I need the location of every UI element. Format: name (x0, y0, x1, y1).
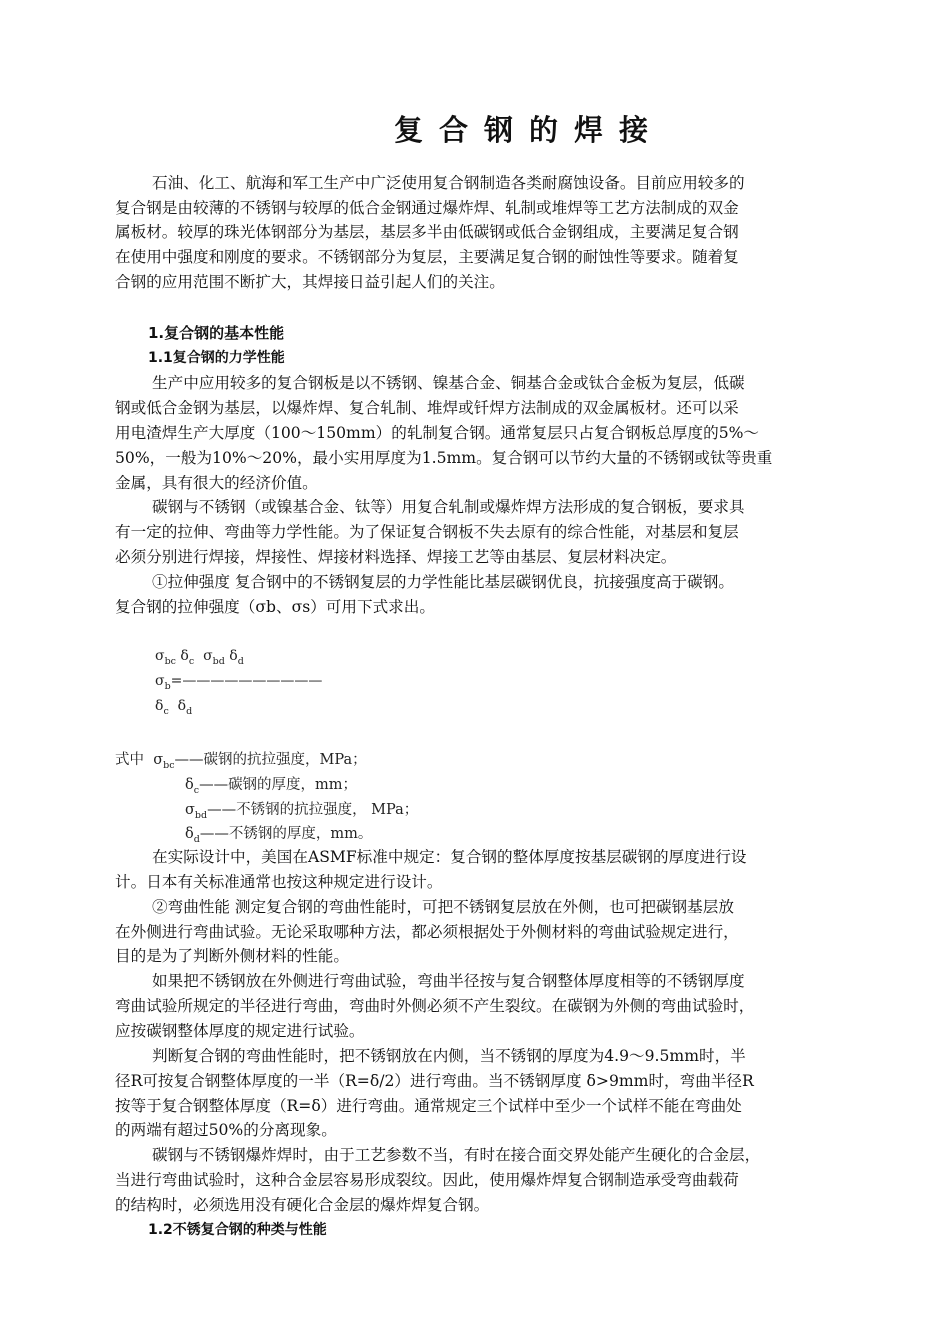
page-title: 复合钢的焊接 (393, 113, 664, 147)
paragraph-line: 在实际设计中，美国在ASMF标准中规定：复合钢的整体厚度按基层碳钢的厚度进行设 (152, 848, 747, 866)
paragraph-line: 的两端有超过50%的分离现象。 (115, 1121, 337, 1139)
paragraph-line: 合钢的应用范围不断扩大，其焊接日益引起人们的关注。 (115, 273, 505, 291)
formula-denominator: $\delta_c$ $\delta_d$ (155, 698, 193, 717)
paragraph-line: 必须分别进行焊接，焊接性、焊接材料选择、焊接工艺等由基层、复层材料决定。 (115, 548, 677, 566)
paragraph-line: 在使用中强度和刚度的要求。不锈钢部分为复层，主要满足复合钢的耐蚀性等要求。随着复 (115, 248, 739, 266)
paragraph-line: 如果把不锈钢放在外侧进行弯曲试验，弯曲半径按与复合钢整体厚度相等的不锈钢厚度 (152, 972, 745, 990)
paragraph-line: 属板材。较厚的珠光体钢部分为基层，基层多半由低碳钢或低合金钢组成，主要满足复合钢 (115, 223, 739, 241)
definition-line: $\delta_d——$不锈钢的厚度，mm。 (185, 826, 373, 845)
paragraph-line: ①拉伸强度 复合钢中的不锈钢复层的力学性能比基层碳钢优良，抗接强度高于碳钢。 (152, 573, 734, 591)
paragraph-line: 碳钢与不锈钢爆炸焊时，由于工艺参数不当，有时在接合面交界处能产生硬化的合金层， (152, 1146, 761, 1164)
paragraph-line: 有一定的拉伸、弯曲等力学性能。为了保证复合钢板不失去原有的综合性能，对基层和复层 (115, 523, 739, 541)
paragraph-line: 判断复合钢的弯曲性能时，把不锈钢放在内侧，当不锈钢的厚度为4.9～9.5mm时，半 (152, 1047, 746, 1065)
subsection-heading: 1.1复合钢的力学性能 (148, 350, 285, 366)
paragraph-line: 金属，具有很大的经济价值。 (115, 474, 318, 492)
paragraph-line: 50%，一般为10%～20%，最小实用厚度为1.5mm。复合钢可以节约大量的不锈钢或钛等贵重 (115, 449, 773, 467)
paragraph-line: 目的是为了判断外侧材料的性能。 (115, 947, 349, 965)
formula-equation-line: $\sigma_b=——————————$ (155, 673, 323, 692)
paragraph-line: 计。日本有关标准通常也按这种规定进行设计。 (115, 873, 443, 891)
paragraph-line: 弯曲试验所规定的半径进行弯曲，弯曲时外侧必须不产生裂纹。在碳钢为外侧的弯曲试验时， (115, 997, 755, 1015)
paragraph-line: 在外侧进行弯曲试验。无论采取哪种方法，都必须根据处于外侧材料的弯曲试验规定进行， (115, 923, 739, 941)
paragraph-line: 的结构时，必须选用没有硬化合金层的爆炸焊复合钢。 (115, 1196, 490, 1214)
formula-numerator: $\sigma_{bc}$ $\delta_c$ $\sigma_{bd}$ $\delta_d$ (155, 648, 244, 667)
definition-line: 式中 $\sigma_{bc}——$碳钢的抗拉强度，MPa； (115, 752, 367, 771)
paragraph-line: 径R可按复合钢整体厚度的一半（R=δ/2）进行弯曲。当不锈钢厚度 δ>9mm时，弯曲半径R (115, 1072, 754, 1090)
subsection-heading: 1.2不锈复合钢的种类与性能 (148, 1222, 327, 1238)
definition-line: $\delta_c——$碳钢的厚度，mm； (185, 777, 358, 796)
definition-line: $\sigma_{bd}——$不锈钢的抗拉强度， MPa； (185, 802, 419, 821)
section-heading: 1.复合钢的基本性能 (148, 324, 285, 342)
paragraph-line: 复合钢是由较薄的不锈钢与较厚的低合金钢通过爆炸焊、轧制或堆焊等工艺方法制成的双金 (115, 199, 739, 217)
paragraph-line: 石油、化工、航海和军工生产中广泛使用复合钢制造各类耐腐蚀设备。目前应用较多的 (152, 174, 745, 192)
paragraph-line: 当进行弯曲试验时，这种合金层容易形成裂纹。因此，使用爆炸焊复合钢制造承受弯曲载荷 (115, 1171, 739, 1189)
paragraph-line: 复合钢的拉伸强度（σb、σs）可用下式求出。 (115, 598, 435, 616)
paragraph-line: 按等于复合钢整体厚度（R=δ）进行弯曲。通常规定三个试样中至少一个试样不能在弯曲处 (115, 1097, 742, 1115)
paragraph-line: ②弯曲性能 测定复合钢的弯曲性能时，可把不锈钢复层放在外侧，也可把碳钢基层放 (152, 898, 734, 916)
paragraph-line: 应按碳钢整体厚度的规定进行试验。 (115, 1022, 365, 1040)
paragraph-line: 钢或低合金钢为基层，以爆炸焊、复合轧制、堆焊或钎焊方法制成的双金属板材。还可以采 (115, 399, 739, 417)
paragraph-line: 生产中应用较多的复合钢板是以不锈钢、镍基合金、铜基合金或钛合金板为复层，低碳 (152, 374, 745, 392)
paragraph-line: 碳钢与不锈钢（或镍基合金、钛等）用复合轧制或爆炸焊方法形成的复合钢板，要求具 (152, 498, 745, 516)
paragraph-line: 用电渣焊生产大厚度（100～150mm）的轧制复合钢。通常复层只占复合钢板总厚度的5%～ (115, 424, 760, 442)
